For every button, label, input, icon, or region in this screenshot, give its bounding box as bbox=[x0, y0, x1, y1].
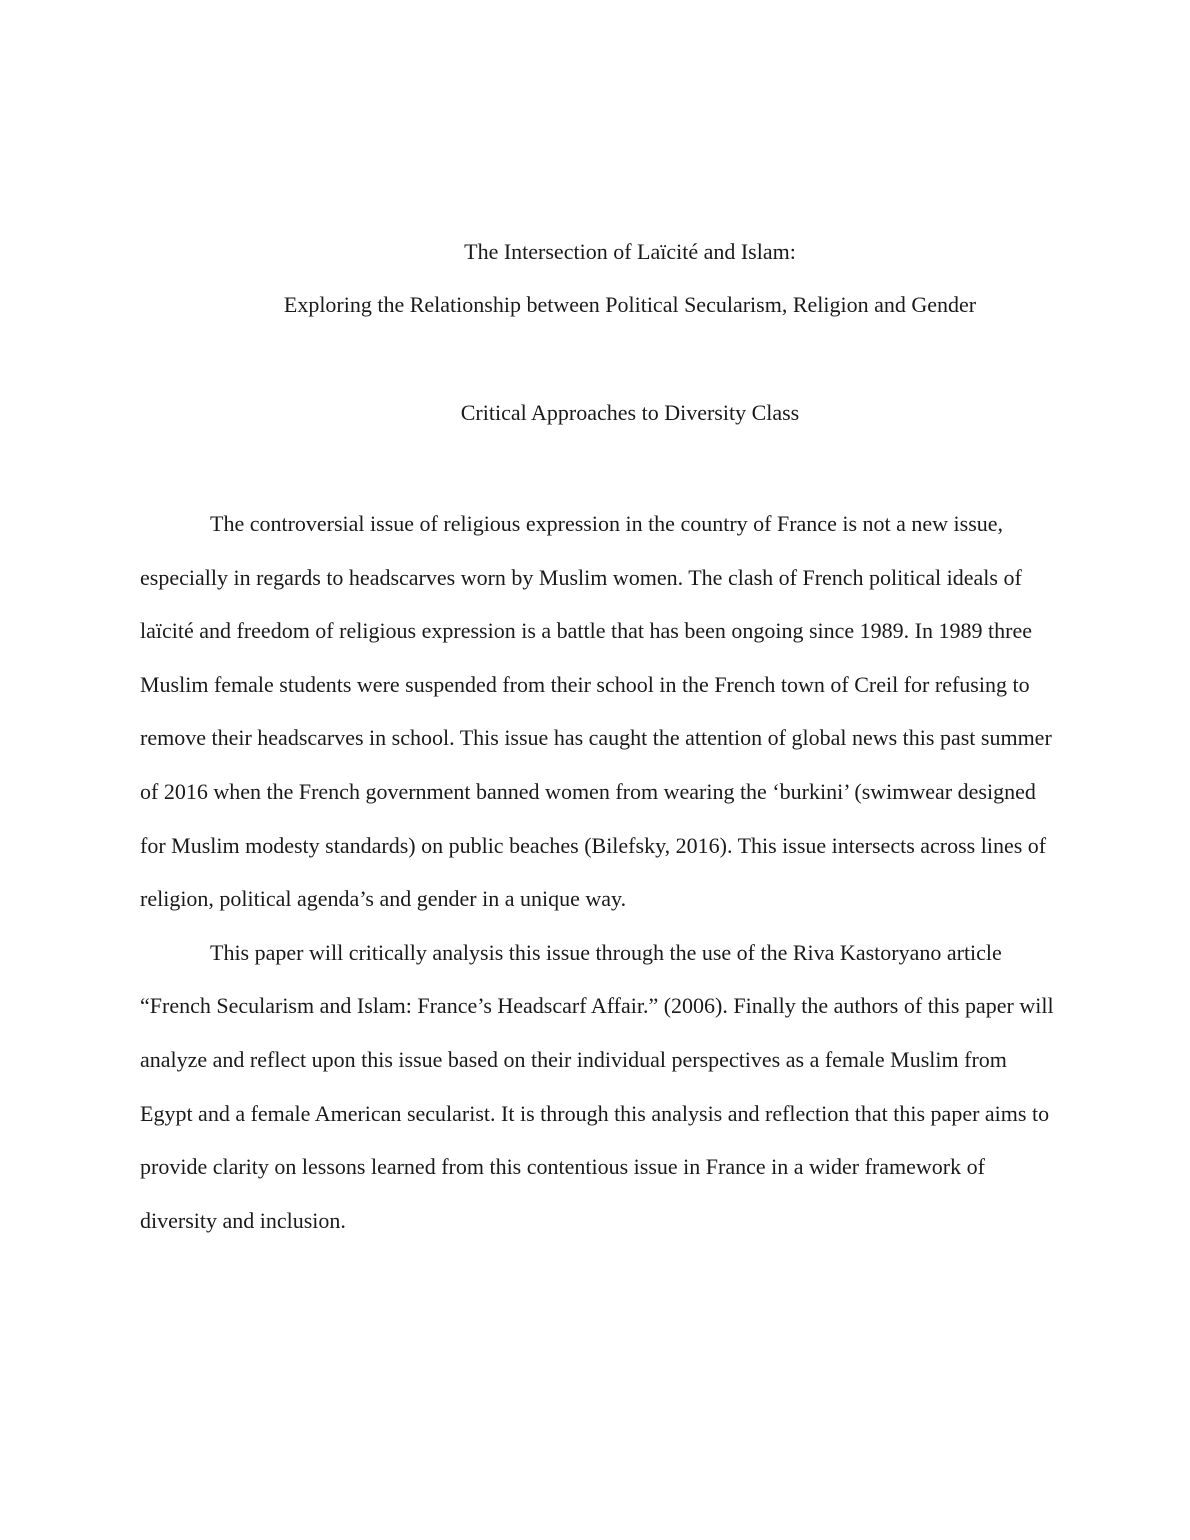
title-line-2: Exploring the Relationship between Political Secularism, Religion and Gender bbox=[283, 292, 977, 317]
course-name: Critical Approaches to Diversity Class bbox=[460, 400, 800, 425]
body-text bbox=[140, 497, 1060, 1247]
title-line-1: The Intersection of Laïcité and Islam: bbox=[464, 239, 796, 264]
paragraph-1: The controversial issue of religious expression in the country of France is not a new issue, especially in regards to headscarves worn by Muslim women. The clash of French political ideals of laïcité and freedom of religious expression is a battle that has been ongoing since 1989. In 1989 three Muslim female students were suspended from their school in the French town of Creil for refusing to remove their headscarves in school. This issue has caught the attention of global news this past summer of 2016 when the French government banned women from wearing the ‘burkini’ (swimwear designed for Muslim modesty standards) on public beaches (Bilefsky, 2016). This issue intersects across lines of religion, political agenda’s and gender in a unique way. bbox=[140, 511, 1052, 912]
paragraph-2: This paper will critically analysis this issue through the use of the Riva Kastoryano article “French Secularism and Islam: France’s Headscarf Affair.” (2006). Finally the authors of this paper will analyze and reflect upon this issue based on their individual perspectives as a female Muslim from Egypt and a female American secularist. It is through this analysis and reflection that this paper aims to provide clarity on lessons learned from this contentious issue in France in a wider framework of diversity and inclusion. bbox=[140, 939, 1054, 1233]
